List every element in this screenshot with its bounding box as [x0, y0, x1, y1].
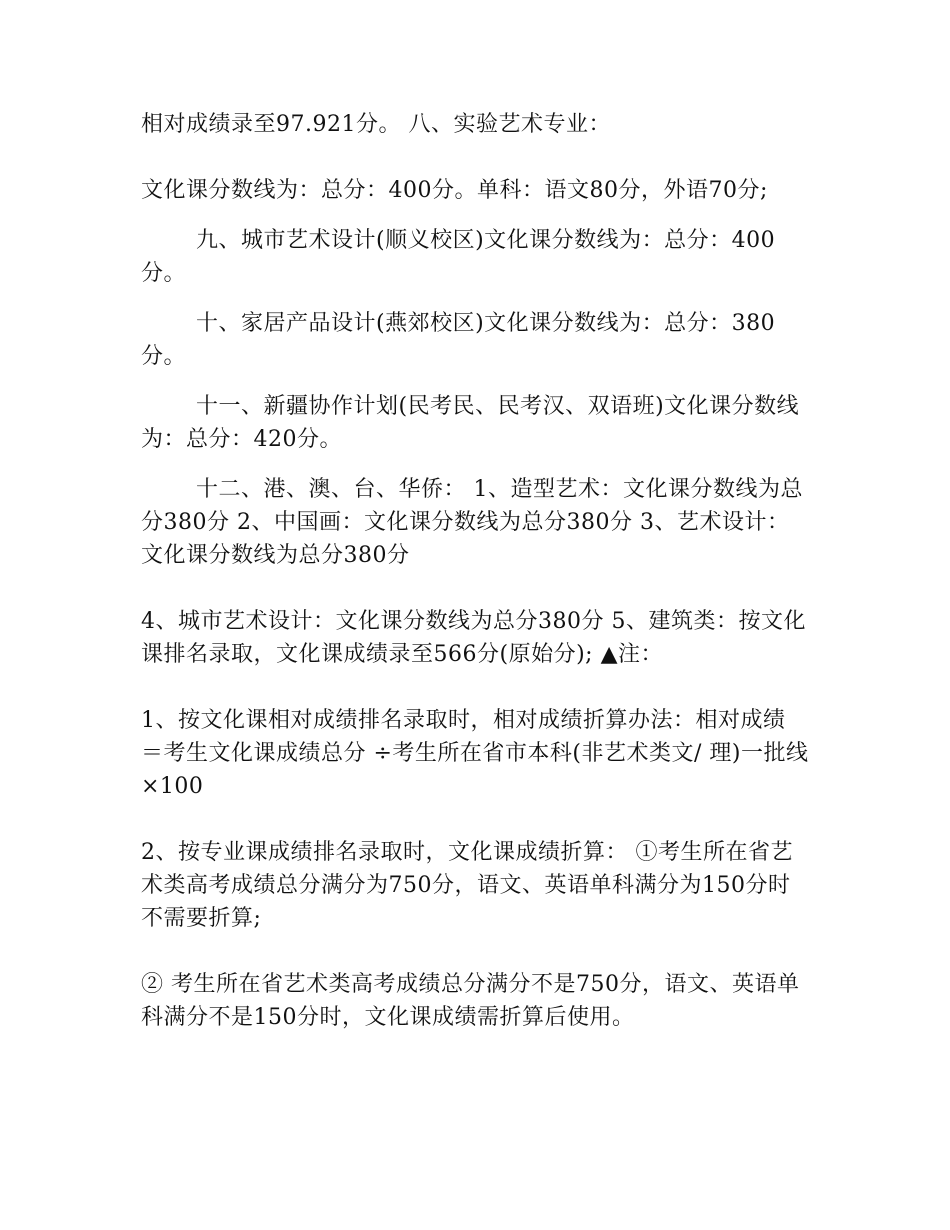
paragraph-experimental-art: 文化课分数线为：总分：400分。单科：语文80分，外语70分;: [141, 178, 768, 203]
paragraph-relative-score: 相对成绩录至97.921分。 八、实验艺术专业：: [141, 112, 611, 137]
paragraph-home-product-design: 十、家居产品设计(燕郊校区)文化课分数线为：总分：380分。: [141, 311, 776, 369]
paragraph-note-2-sub: ② 考生所在省艺术类高考成绩总分满分不是750分，语文、英语单科满分不是150分时，文化课成绩需折算后使用。: [141, 972, 800, 1030]
document-body: [141, 108, 811, 1034]
paragraph-note-1: 1、按文化课相对成绩排名录取时，相对成绩折算办法：相对成绩 ＝考生文化课成绩总分 ÷考生所在省市本科(非艺术类文/ 理)一批线 ×100: [141, 708, 809, 799]
paragraph-note-2: 2、按专业课成绩排名录取时，文化课成绩折算： ①考生所在省艺术类高考成绩总分满分为750分，语文、英语单科满分为150分时不需要折算;: [141, 840, 793, 931]
paragraph-xinjiang-plan: 十一、新疆协作计划(民考民、民考汉、双语班)文化课分数线为：总分：420分。: [141, 394, 800, 452]
paragraph-hk-macau-taiwan: 十二、港、澳、台、华侨： 1、造型艺术：文化课分数线为总分380分 2、中国画：文化课分数线为总分380分 3、艺术设计：文化课分数线为总分380分: [141, 477, 803, 568]
paragraph-urban-architecture: 4、城市艺术设计：文化课分数线为总分380分 5、建筑类：按文化课排名录取，文化课成绩录至566分(原始分); ▲注：: [141, 609, 806, 667]
paragraph-urban-art-design: 九、城市艺术设计(顺义校区)文化课分数线为：总分：400分。: [141, 228, 776, 286]
